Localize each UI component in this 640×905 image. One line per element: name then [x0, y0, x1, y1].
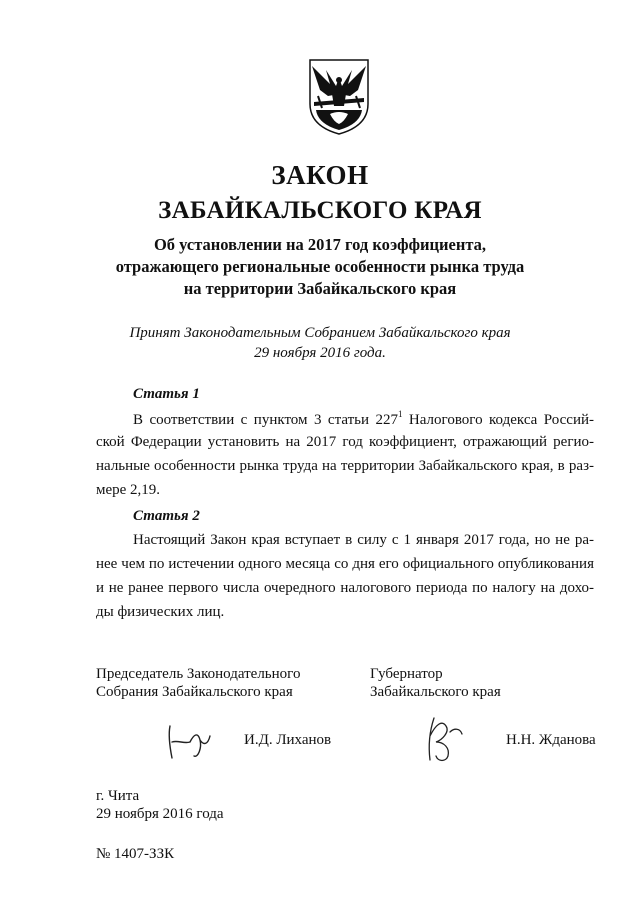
article-2-heading: Статья 2: [133, 508, 200, 524]
adoption-date: 29 ноября 2016 года.: [254, 345, 386, 361]
article-2-line-1: Настоящий Закон края вступает в силу с 1 января 2017 года, но не ра-: [133, 532, 594, 548]
city: г. Чита: [96, 788, 140, 804]
article-1-line-3: нальные особенности рынка труда на территории Забайкальского края, в раз-: [96, 458, 594, 474]
coat-of-arms-emblem: [300, 56, 378, 136]
article-1-heading: Статья 1: [133, 386, 200, 402]
law-number: № 1407-ЗЗК: [96, 846, 175, 862]
left-signature: [164, 722, 214, 764]
article-1-text-b: Налогового кодекса Россий-: [402, 412, 594, 428]
article-2-line-3: и не ранее первого числа очередного налогового периода по налогу на дохо-: [96, 580, 594, 596]
right-signatory-title-1: Губернатор: [370, 666, 443, 682]
subtitle-line-1: Об установлении на 2017 год коэффициента,: [153, 235, 487, 254]
article-2-line-4: ды физических лиц.: [96, 604, 225, 620]
article-1-line-2: ской Федерации установить на 2017 год коэффициент, отражающий регио-: [96, 434, 594, 450]
left-signatory-name: И.Д. Лиханов: [244, 732, 332, 748]
article-1-line-4: мере 2,19.: [96, 482, 161, 498]
article-1-line-1: [133, 410, 594, 429]
adoption-line-1: Принят Законодательным Собранием Забайкальского края: [129, 325, 511, 341]
left-signatory-title-2: Собрания Забайкальского края: [96, 684, 293, 700]
region-title: ЗАБАЙКАЛЬСКОГО КРАЯ: [158, 197, 482, 224]
subtitle-line-2: отражающего региональные особенности рынка труда: [115, 257, 525, 276]
article-1-text-a: В соответствии с пунктом 3 статьи 227: [133, 412, 398, 428]
right-signatory-title-2: Забайкальского края: [370, 684, 501, 700]
signing-date: 29 ноября 2016 года: [96, 806, 224, 822]
right-signatory-name: Н.Н. Жданова: [506, 732, 596, 748]
article-2-line-2: нее чем по истечении одного месяца со дня его официального опубликования: [96, 556, 594, 572]
subtitle-line-3: на территории Забайкальского края: [183, 279, 457, 298]
right-signature: [420, 714, 466, 766]
article-1-superscript: 1: [397, 409, 403, 419]
law-title: ЗАКОН: [271, 160, 369, 190]
left-signatory-title-1: Председатель Законодательного: [96, 666, 301, 682]
